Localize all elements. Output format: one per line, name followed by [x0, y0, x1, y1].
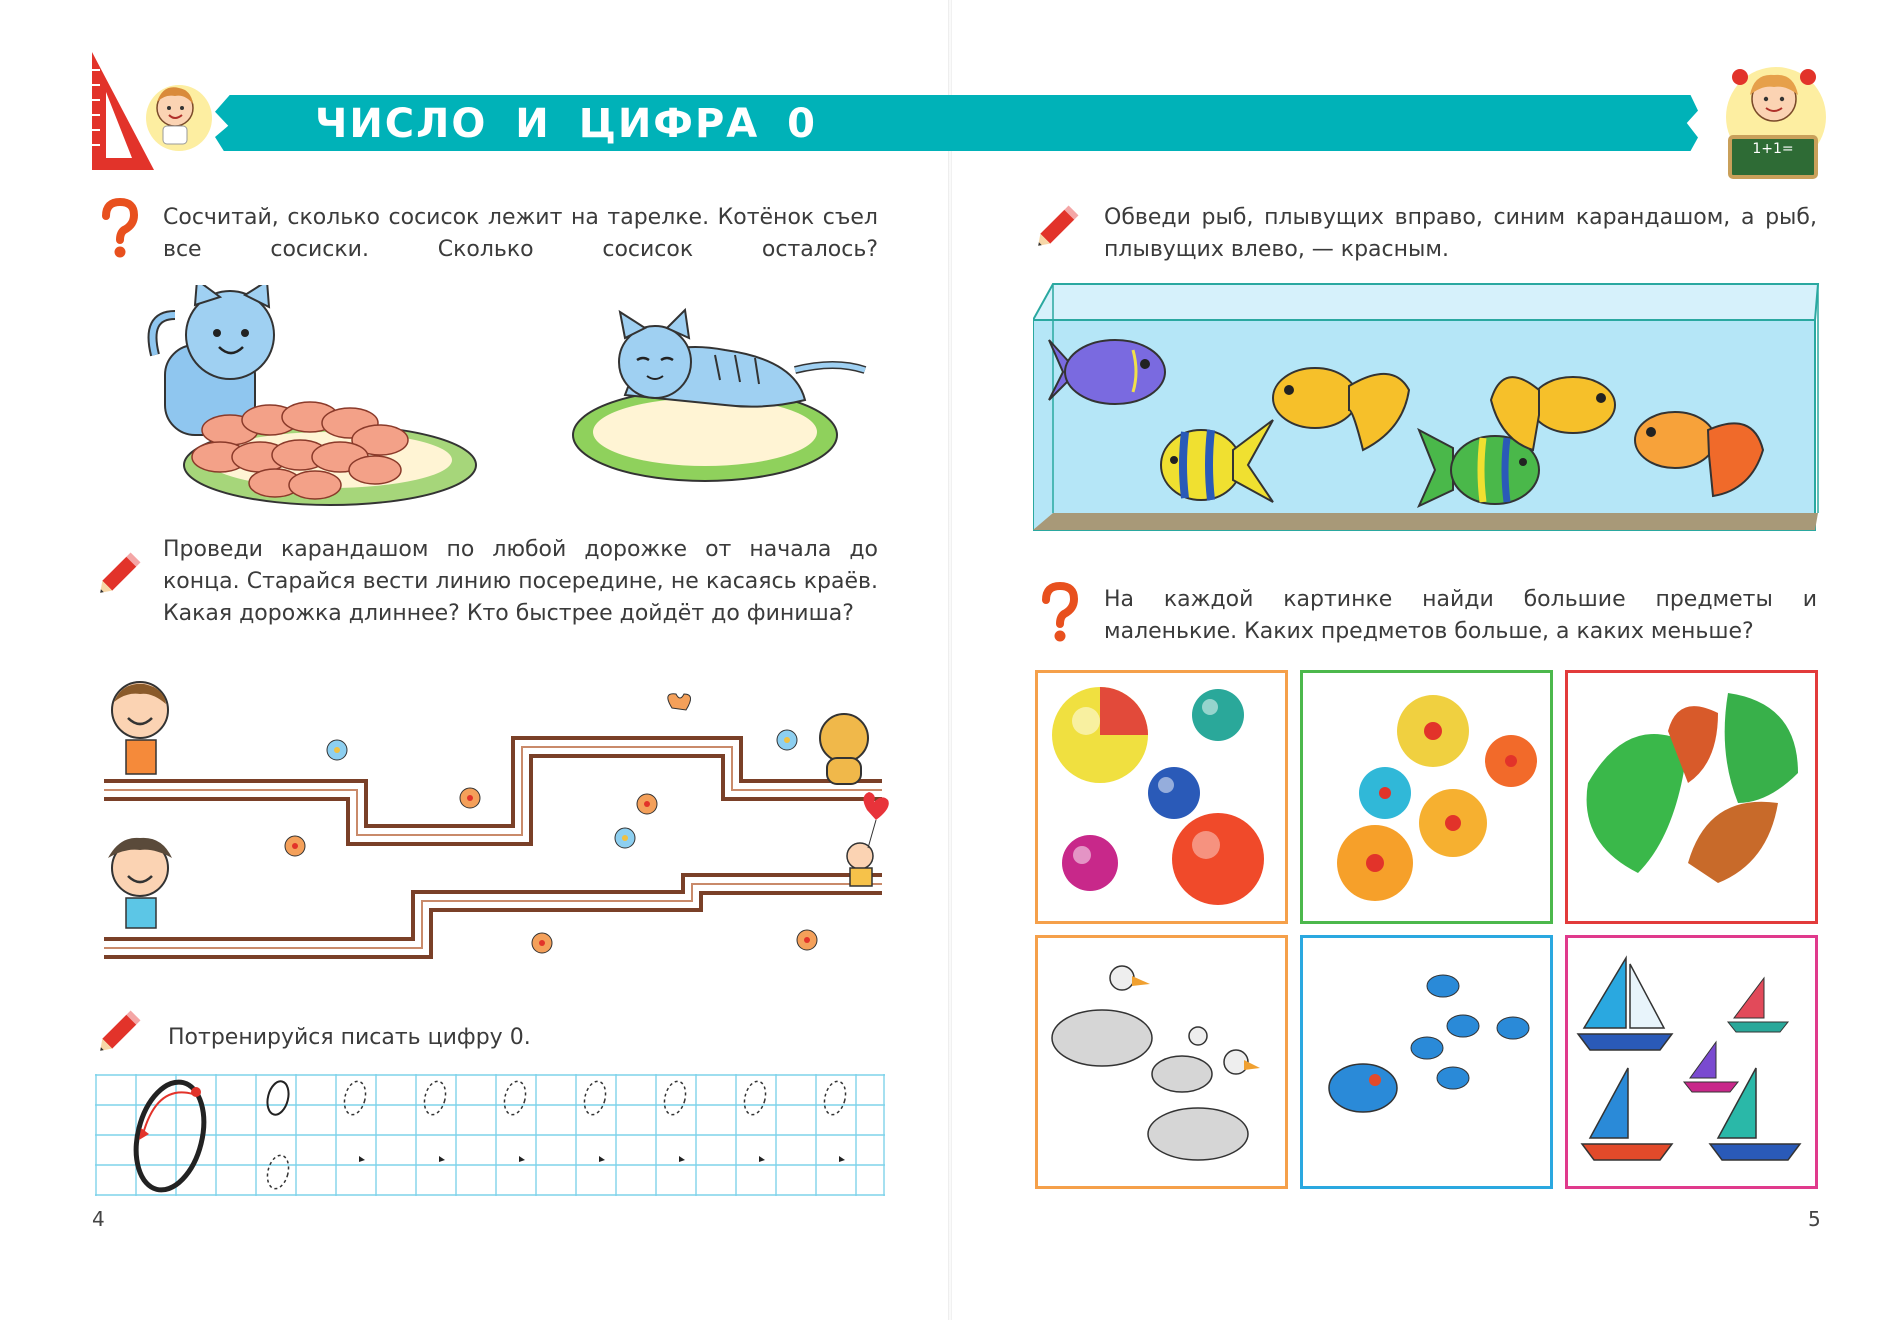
picture-frame-birds [1300, 935, 1553, 1189]
aquarium-picture [1033, 280, 1823, 550]
question-mark-icon [100, 198, 140, 260]
page-title: ЧИСЛО И ЦИФРА 0 [315, 101, 817, 147]
digit-writing-grid [95, 1074, 885, 1196]
title-banner-right [950, 95, 1698, 151]
blackboard-text: 1+1= [1752, 141, 1794, 157]
cat-with-sausages-picture [145, 285, 485, 515]
task-write-digit-zero: Потренируйся писать цифру 0. [168, 1025, 531, 1050]
picture-frame-geese [1035, 935, 1288, 1189]
pencil-icon [92, 1003, 148, 1059]
picture-frame-boats [1565, 935, 1818, 1189]
paths-maze-picture [92, 678, 892, 968]
picture-frame-flowers [1300, 670, 1553, 924]
picture-frame-leaves [1565, 670, 1818, 924]
task-draw-paths: Проведи карандашом по любой дорожке от начала до конца. Старайся вести линию посередине, не касаясь краёв. Какая дорожка длиннее? Кто быстрее дойдёт до финиша? [163, 537, 878, 626]
task-big-and-small: На каждой картинке найди большие предметы и маленькие. Каких предметов больше, а каких меньше? [1104, 587, 1817, 644]
full-cat-empty-plate-picture [565, 300, 885, 490]
task-count-sausages: Сосчитай, сколько сосисок лежит на тарелке. Котёнок съел все сосиски. Сколько сосисок осталось? [163, 205, 878, 262]
task-outline-fish: Обведи рыб, плывущих вправо, синим карандашом, а рыб, плывущих влево, — красным. [1104, 205, 1817, 262]
boy-icon [135, 72, 215, 152]
pencil-icon [1030, 198, 1086, 254]
page-number-right: 5 [1808, 1207, 1821, 1231]
girl-with-blackboard-icon [1718, 55, 1828, 180]
question-mark-icon [1040, 582, 1080, 644]
page-number-left: 4 [92, 1207, 105, 1231]
book-spine [948, 0, 952, 1320]
picture-frame-balls [1035, 670, 1288, 924]
pencil-icon [92, 545, 148, 601]
